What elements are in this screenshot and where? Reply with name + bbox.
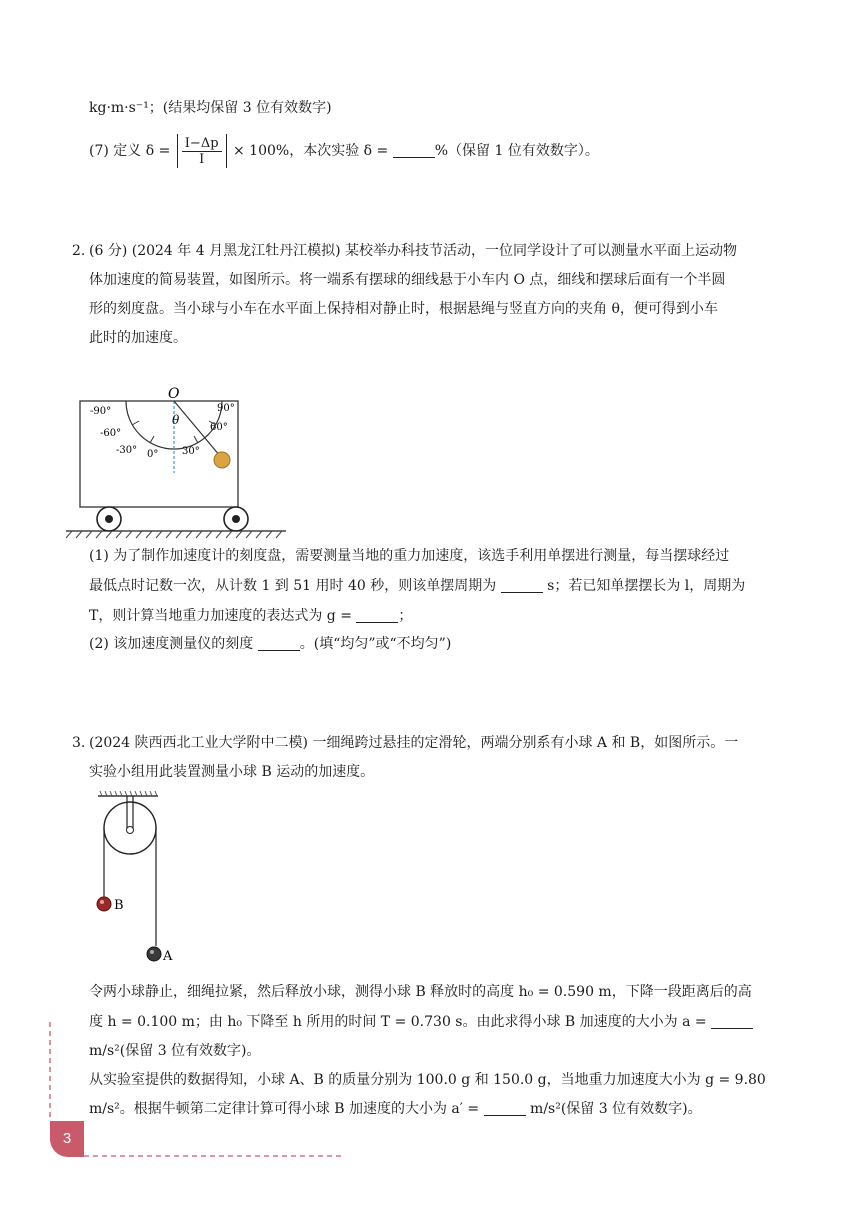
answer-blank[interactable] [501, 578, 543, 593]
q3-text-line: m/s²(保留 3 位有效数字)。 [89, 1043, 261, 1059]
tick-mark [194, 436, 198, 443]
fraction-denominator: I [199, 151, 205, 167]
answer-blank[interactable] [484, 1101, 526, 1116]
q3-text-line: 从实验室提供的数据得知，小球 A、B 的质量分别为 100.0 g 和 150.0 g，当地重力加速度大小为 g = 9.80 [89, 1072, 766, 1088]
pendulum-ball [214, 452, 230, 468]
label-B: B [114, 898, 124, 913]
q2-text-line: 体加速度的简易装置，如图所示。将一端系有摆球的细线悬于小车内 O 点，细线和摆球后面有一个半圆 [89, 272, 726, 288]
wheel-hub [105, 515, 113, 523]
ground-hatching [66, 531, 282, 538]
ball-A [147, 947, 161, 961]
delta-fraction [182, 136, 222, 167]
answer-blank[interactable] [393, 143, 435, 158]
label-O: O [168, 386, 180, 402]
fraction-numerator: I−Δp [182, 136, 222, 152]
text-span: ； [398, 608, 413, 624]
abs-bar-left [177, 134, 178, 168]
q7-end: %（保留 1 位有效数字）。 [434, 143, 599, 159]
q2-sub2-line [89, 634, 451, 654]
page-corner-decoration [44, 1020, 354, 1165]
question-number: 3. [72, 735, 86, 751]
text-span: 最低点时记数一次，从计数 1 到 51 用时 40 秒，则该单摆周期为 [89, 578, 497, 594]
q7-suffix: × 100%，本次实验 δ = [233, 143, 389, 159]
text-span: s；若已知单摆摆长为 l，周期为 [547, 578, 746, 594]
text-span: T，则计算当地重力加速度的表达式为 g = [89, 608, 352, 624]
q7-prefix: (7) 定义 δ = [89, 143, 171, 159]
tick-label: 0° [147, 449, 159, 460]
question-7 [89, 134, 599, 168]
answer-blank[interactable] [258, 636, 300, 651]
text-span: 。(填“均匀”或“不均匀”) [299, 636, 452, 652]
tick-label: 30° [182, 446, 200, 457]
q2-sub1-line [89, 606, 412, 626]
tick-mark [150, 436, 154, 443]
text-span: m/s²(保留 3 位有效数字)。 [530, 1101, 702, 1117]
ball-highlight [150, 950, 154, 954]
pulley-axle [127, 827, 134, 834]
answer-blank[interactable] [711, 1014, 753, 1029]
text-span: 度 h = 0.100 m；由 h₀ 下降至 h 所用的时间 T = 0.730 s。由此求得小球 B 加速度的大小为 a = [89, 1014, 707, 1030]
q2-sub1-line [89, 576, 745, 596]
units-note: kg·m·s⁻¹；(结果均保留 3 位有效数字) [89, 100, 332, 116]
text-span: m/s²。根据牛顿第二定律计算可得小球 B 加速度的大小为 a′ = [89, 1101, 480, 1117]
tick-mark [132, 421, 139, 425]
ball-highlight [100, 900, 104, 904]
q2-text-line: (6 分) (2024 年 4 月黑龙江牡丹江模拟) 某校举办科技节活动，一位同学设计了可以测量水平面上运动物 [89, 243, 737, 259]
label-A: A [163, 949, 173, 964]
q2-sub1-line: (1) 为了制作加速度计的刻度盘，需要测量当地的重力加速度，该选手利用单摆进行测量，每当摆球经过 [89, 548, 730, 564]
answer-blank[interactable] [356, 608, 398, 623]
text-span: (2) 该加速度测量仪的刻度 [89, 636, 254, 652]
q2-text-line: 此时的加速度。 [89, 330, 187, 346]
tick-label: 60° [210, 422, 228, 433]
q3-text-line: 实验小组用此装置测量小球 B 运动的加速度。 [89, 764, 375, 780]
ball-B [97, 897, 111, 911]
q2-text-line: 形的刻度盘。当小球与小车在水平面上保持相对静止时，根据悬绳与竖直方向的夹角 θ，便可得到小车 [89, 301, 718, 317]
wheel-hub [232, 515, 240, 523]
cart-pendulum-figure [64, 380, 294, 540]
q3-text-line: 令两小球静止，细绳拉紧，然后释放小球，测得小球 B 释放时的高度 h₀ = 0.590 m，下降一段距离后的高 [89, 984, 752, 1000]
question-number: 2. [72, 243, 86, 259]
tick-label: -90° [90, 406, 112, 417]
page-number: 3 [50, 1121, 84, 1157]
abs-bar-right [226, 134, 227, 168]
label-theta: θ [172, 413, 180, 427]
pulley-figure [92, 790, 192, 970]
tick-label: -30° [116, 445, 138, 456]
tick-label: -60° [100, 428, 122, 439]
tick-label: 90° [217, 403, 235, 414]
q3-text-line: (2024 陕西西北工业大学附中二模) 一细绳跨过悬挂的定滑轮，两端分别系有小球 A 和 B，如图所示。一 [89, 735, 739, 751]
